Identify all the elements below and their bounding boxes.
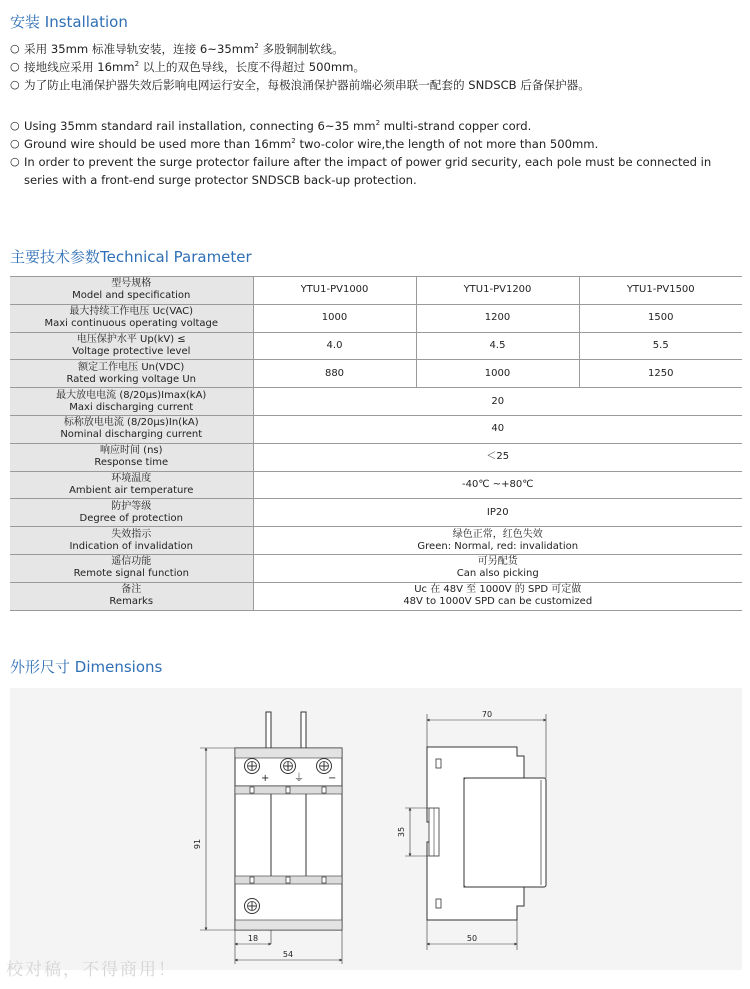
model-header: YTU1-PV1500 [579,277,742,305]
dimensions-drawing [10,688,742,970]
parameter-value: -40℃ ~+80℃ [253,471,742,499]
front-view [235,712,342,930]
parameter-label: 响应时间 (ns) Response time [10,443,253,471]
installation-bullet [10,135,748,153]
screw-icon [245,899,260,914]
parameter-value: 可另配货 Can also picking [253,554,742,582]
base-dimension-label: 50 [466,934,478,943]
parameter-value: 1000 [416,360,579,388]
table-row [10,554,742,582]
parameter-label: 电压保护水平 Up(kV) ≤ Voltage protective level [10,332,253,360]
dimensions-title: 外形尺寸 Dimensions [10,658,163,676]
parameter-value: ＜25 [253,443,742,471]
installation-bullet [10,40,748,58]
parameter-label: 失效指示 Indication of invalidation [10,527,253,555]
parameter-value: 1500 [579,304,742,332]
bullet-text: Ground wire should be used more than $16mm^2$ two-color wire,the length of not more than 500mm. [24,137,599,151]
table-header-label: 型号规格 Model and specification [10,277,253,305]
parameter-label: 备注 Remarks [10,582,253,610]
dimension-drawing-svg [10,688,742,970]
parameter-value: 880 [253,360,416,388]
parameter-value: 5.5 [579,332,742,360]
bullet-circle-icon: ○ [10,78,20,91]
plus-symbol: + [261,773,270,784]
table-row [10,443,742,471]
bullet-text: 接地线应采用 $16mm^2$ 以上的双色导线，长度不得超过 500mm。 [24,60,366,74]
parameter-label: 防护等级 Degree of protection [10,499,253,527]
installation-en-list [10,117,748,189]
watermark: 校对稿，不得商用！ [6,960,177,980]
parameter-label: 环境温度 Ambient air temperature [10,471,253,499]
table-row [10,360,742,388]
technical-title: 主要技术参数Technical Parameter [10,248,252,266]
bullet-circle-icon: ○ [10,119,20,132]
model-header: YTU1-PV1200 [416,277,579,305]
terminal-gap-dimension-label: 18 [247,934,259,943]
parameter-value: 40 [253,415,742,443]
parameter-value: 20 [253,388,742,416]
screw-icon [245,759,260,774]
bullet-circle-icon: ○ [10,60,20,73]
parameter-label: 最大放电电流 (8/20μs)Imax(kA) Maxi discharging current [10,388,253,416]
parameter-value: 4.0 [253,332,416,360]
table-row [10,388,742,416]
bullet-text: In order to prevent the surge protector failure after the impact of power grid security, each pole must be connected in series with a front-end surge protector SNDSCB back-up protection. [24,155,712,187]
ground-icon: ⏚ [294,773,304,784]
model-header: YTU1-PV1000 [253,277,416,305]
table-row [10,499,742,527]
table-row [10,471,742,499]
minus-symbol: − [328,773,337,784]
parameter-value: 绿色正常，红色失效 Green: Normal, red: invalidation [253,527,742,555]
parameter-value: 4.5 [416,332,579,360]
wire-left [266,712,271,750]
table-row [10,332,742,360]
installation-cn-list [10,40,748,94]
parameter-label: 最大持续工作电压 Uc(VAC) Maxi continuous operating voltage [10,304,253,332]
installation-bullet [10,76,748,94]
screw-icon [281,759,296,774]
parameter-value: 1250 [579,360,742,388]
installation-title: 安装 Installation [10,13,128,31]
width-dimension-label: 54 [282,950,294,959]
table-header-row [10,277,742,305]
rail-dimension-label: 35 [397,826,406,838]
screw-icon [317,759,332,774]
installation-bullet [10,153,748,189]
parameter-value: 1000 [253,304,416,332]
height-dimension-label: 91 [193,838,202,850]
bullet-circle-icon: ○ [10,42,20,55]
bullet-circle-icon: ○ [10,137,20,150]
table-row [10,582,742,610]
parameter-value: Uc 在 48V 至 1000V 的 SPD 可定做 48V to 1000V SPD can be customized [253,582,742,610]
parameter-value: IP20 [253,499,742,527]
bullet-text: 采用 35mm 标准导轨安装，连接 $6\sim 35mm^2$ 多股铜制软线。 [24,42,344,56]
parameter-label: 额定工作电压 Un(VDC) Rated working voltage Un [10,360,253,388]
parameter-value: 1200 [416,304,579,332]
side-view [427,747,546,920]
bullet-circle-icon: ○ [10,155,20,168]
installation-bullet [10,117,748,135]
wire-right [301,712,306,750]
table-row [10,527,742,555]
technical-parameter-table [10,276,742,611]
parameter-label: 遥信功能 Remote signal function [10,554,253,582]
bullet-text: 为了防止电涌保护器失效后影响电网运行安全，每极浪涌保护器前端必须串联一配套的 SNDSCB 后备保护器。 [24,78,590,92]
table-row [10,304,742,332]
bullet-text: Using 35mm standard rail installation, connecting 6~35 $mm^2$ multi-strand copper cord. [24,119,532,133]
depth-dimension-label: 70 [481,710,493,719]
installation-bullet [10,58,748,76]
parameter-label: 标称放电电流 (8/20μs)In(kA) Nominal discharging current [10,415,253,443]
table-row [10,415,742,443]
